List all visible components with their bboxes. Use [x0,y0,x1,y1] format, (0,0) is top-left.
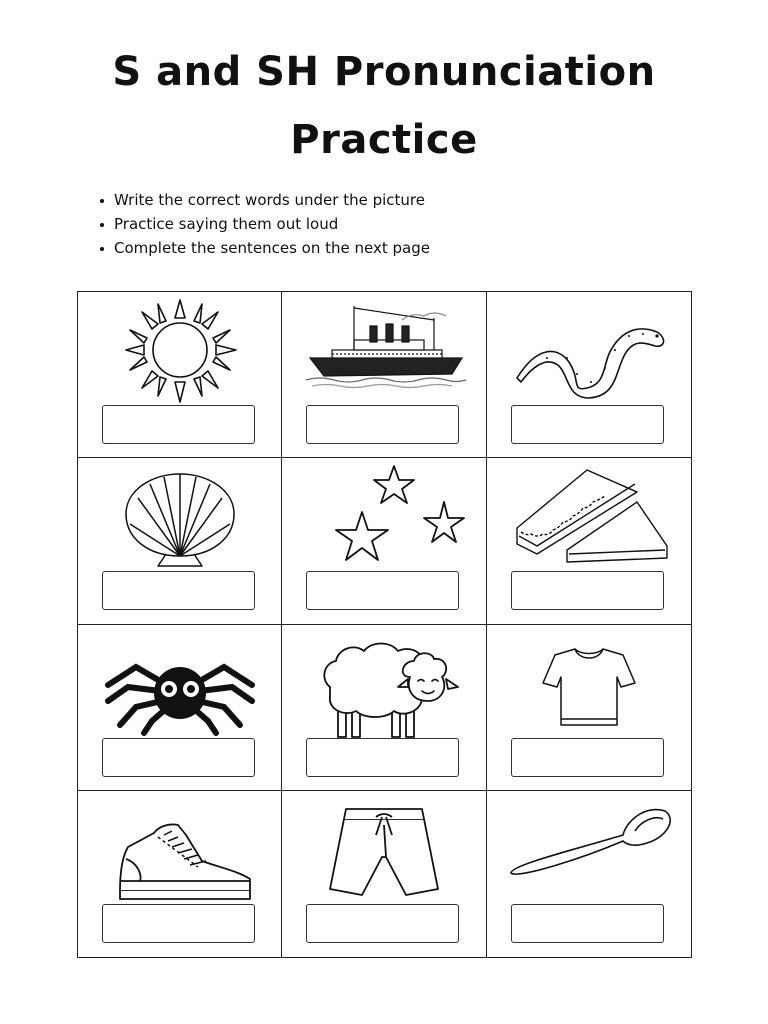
shorts-icon [302,795,467,905]
stars-icon [302,462,467,572]
shoe-icon [98,795,263,905]
picture-card [487,292,691,458]
answer-input[interactable] [306,904,459,943]
answer-input[interactable] [306,738,459,777]
title-line-1: S and SH Pronunciation [112,49,656,95]
answer-input[interactable] [306,405,459,444]
picture-card [78,292,282,458]
instruction-item: Complete the sentences on the next page [96,236,430,260]
spider-icon [98,629,263,739]
picture-card [487,625,691,791]
instruction-list [96,188,430,260]
picture-card [282,458,486,624]
sun-icon [98,296,263,406]
shirt-icon [507,629,672,739]
picture-card [487,791,691,957]
sandwich-icon [507,462,672,572]
ship-icon [302,296,467,406]
answer-input[interactable] [102,405,255,444]
snake-icon [507,296,672,406]
picture-card [487,458,691,624]
instruction-item: Practice saying them out loud [96,212,430,236]
answer-input[interactable] [102,571,255,610]
answer-input[interactable] [102,738,255,777]
picture-grid [77,291,692,958]
picture-card [282,292,486,458]
answer-input[interactable] [102,904,255,943]
answer-input[interactable] [511,904,664,943]
picture-card [78,791,282,957]
instruction-item: Write the correct words under the picture [96,188,430,212]
answer-input[interactable] [511,738,664,777]
picture-card [78,625,282,791]
title-line-2: Practice [290,117,478,163]
answer-input[interactable] [306,571,459,610]
sheep-icon [302,629,467,739]
picture-card [78,458,282,624]
picture-card [282,791,486,957]
answer-input[interactable] [511,405,664,444]
picture-card [282,625,486,791]
shell-icon [98,462,263,572]
spoon-icon [507,795,672,905]
page-title [0,38,768,174]
answer-input[interactable] [511,571,664,610]
